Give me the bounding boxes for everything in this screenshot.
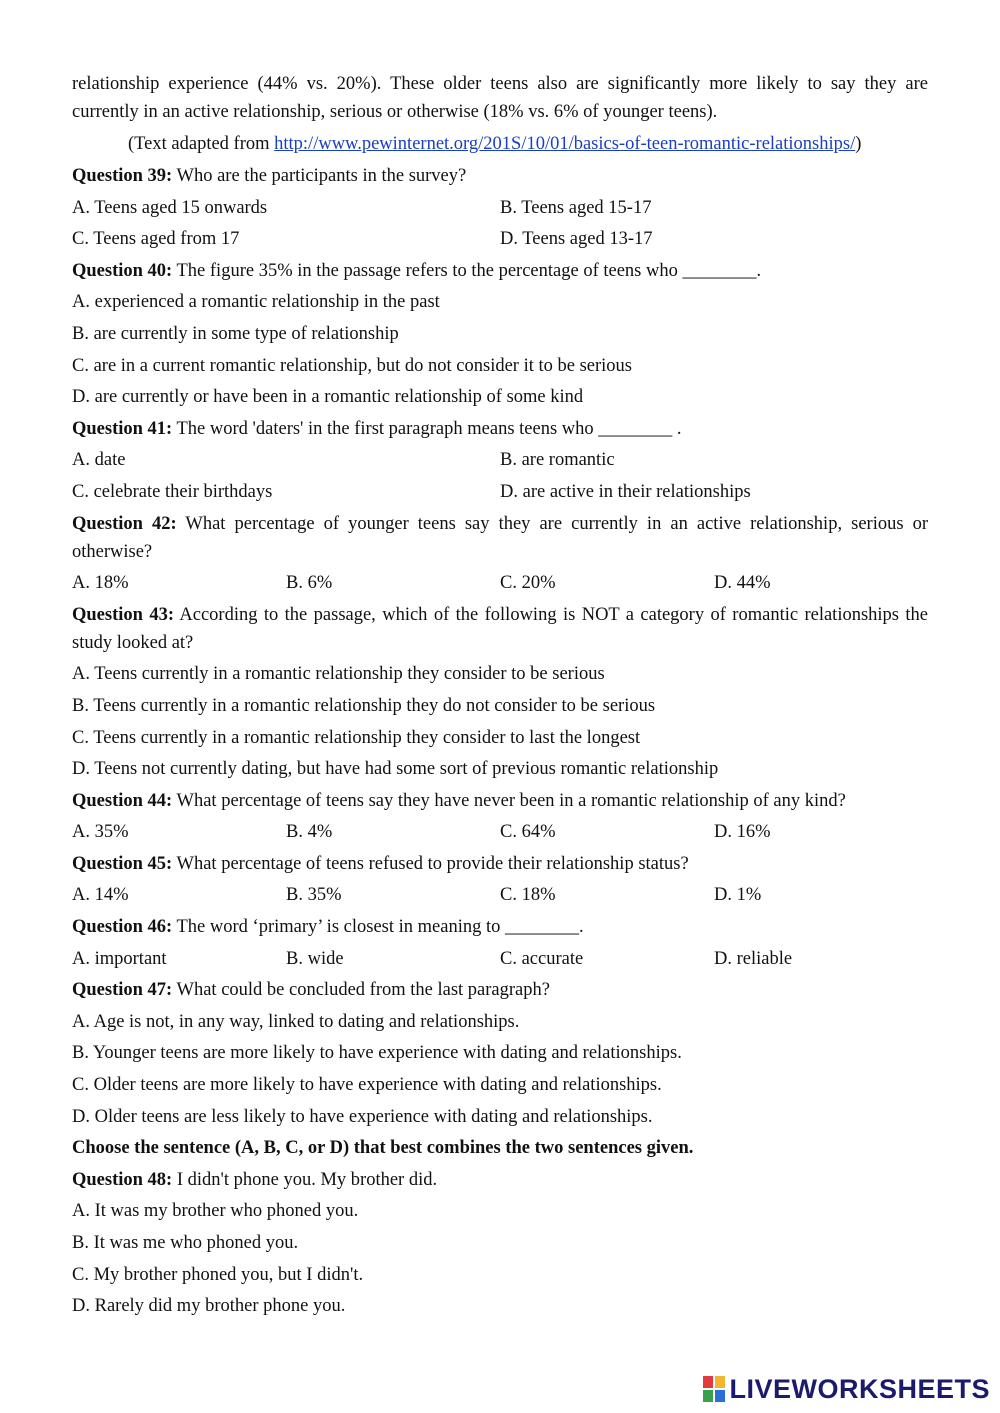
option-a[interactable]: A. 14% [72,885,129,906]
option-b[interactable]: B. 4% [286,822,333,843]
question-text: What percentage of teens refused to provide their relationship status? [172,853,689,874]
option-a[interactable]: A. 18% [72,573,129,594]
option-a[interactable]: A. Age is not, in any way, linked to dating and relationships. [72,1011,520,1032]
question-48 [72,1166,928,1194]
option-c[interactable]: C. Older teens are more likely to have experience with dating and relationships. [72,1075,662,1096]
options-39-row2 [72,225,928,253]
option-c[interactable]: C. My brother phoned you, but I didn't. [72,1264,364,1285]
question-text: Who are the participants in the survey? [172,166,467,186]
question-label: Question 48: [72,1169,173,1190]
option-d[interactable]: D. Rarely did my brother phone you. [72,1296,346,1317]
option-b[interactable]: B. Teens aged 15-17 [500,197,652,218]
question-text: The word 'daters' in the first paragraph means teens who ________ . [172,418,682,439]
source-suffix: ) [855,134,862,154]
option-a[interactable]: A. experienced a romantic relationship in the past [72,292,440,313]
question-label: Question 42: [72,513,177,534]
options-39 [72,194,928,222]
option-c[interactable]: C. Teens currently in a romantic relationship they consider to last the longest [72,727,641,748]
liveworksheets-logo [703,1371,990,1407]
question-label: Question 47: [72,980,173,1001]
question-label: Question 46: [72,917,173,938]
option-b[interactable]: B. It was me who phoned you. [72,1233,299,1253]
option-b[interactable]: B. 6% [286,573,333,594]
option-a[interactable]: A. date [72,450,126,471]
option-c[interactable]: C. 64% [500,822,556,843]
options-45 [72,881,928,909]
option-d[interactable]: D. 44% [714,573,771,594]
question-47 [72,976,928,1004]
source-link[interactable]: http://www.pewinternet.org/201S/10/01/basics-of-teen-romantic-relationships/ [274,134,856,154]
source-citation [72,130,928,158]
option-a[interactable]: A. Teens aged 15 onwards [72,197,268,218]
source-prefix: (Text adapted from [128,134,275,154]
question-39 [72,162,928,190]
option-a[interactable]: A. 35% [72,822,129,843]
question-label: Question 39: [72,166,173,186]
section-instruction: Choose the sentence (A, B, C, or D) that best combines the two sentences given. [72,1138,694,1159]
liveworksheets-wordmark: LIVEWORKSHEETS [729,1373,990,1404]
option-d[interactable]: D. Teens not currently dating, but have had some sort of previous romantic relationship [72,759,719,780]
option-c[interactable]: C. 20% [500,573,556,594]
question-42 [72,510,928,566]
question-text: The word ‘primary’ is closest in meaning to ________. [172,917,584,938]
question-43 [72,601,928,657]
option-a[interactable]: A. It was my brother who phoned you. [72,1201,359,1222]
question-text: I didn't phone you. My brother did. [172,1169,438,1190]
option-c[interactable]: C. 18% [500,885,556,906]
option-c[interactable]: C. are in a current romantic relationship, but do not consider it to be serious [72,355,632,376]
worksheet-page [72,70,928,1324]
option-a[interactable]: A. important [72,948,167,969]
question-46 [72,913,928,941]
option-b[interactable]: B. are romantic [500,450,615,471]
question-40 [72,257,928,285]
option-b[interactable]: B. 35% [286,885,342,906]
option-a[interactable]: A. Teens currently in a romantic relationship they consider to be serious [72,664,605,685]
question-text: What percentage of teens say they have never been in a romantic relationship of any kind? [172,790,846,811]
question-label: Question 43: [72,604,174,625]
option-d[interactable]: D. Teens aged 13-17 [500,229,653,250]
option-d[interactable]: D. Older teens are less likely to have experience with dating and relationships. [72,1106,653,1127]
option-d[interactable]: D. are currently or have been in a romantic relationship of some kind [72,387,584,408]
option-b[interactable]: B. are currently in some type of relationship [72,323,399,344]
question-label: Question 44: [72,790,173,811]
question-label: Question 45: [72,853,173,874]
options-42 [72,569,928,597]
question-text: According to the passage, which of the following is NOT a category of romantic relationships the study looked at? [72,604,928,653]
option-d[interactable]: D. 1% [714,885,762,906]
question-text: What could be concluded from the last paragraph? [172,980,550,1001]
question-label: Question 41: [72,418,173,439]
question-41 [72,415,928,443]
liveworksheets-mark-icon [703,1376,725,1402]
passage-paragraph: relationship experience (44% vs. 20%). These older teens also are significantly more likely to say they are currently in an active relationship, serious or otherwise (18% vs. 6% of younger teens). [72,74,928,122]
question-label: Question 40: [72,260,173,281]
option-c[interactable]: C. Teens aged from 17 [72,229,240,250]
option-d[interactable]: D. reliable [714,948,793,969]
option-b[interactable]: B. Teens currently in a romantic relationship they do not consider to be serious [72,695,656,716]
option-b[interactable]: B. Younger teens are more likely to have experience with dating and relationships. [72,1043,682,1064]
option-c[interactable]: C. accurate [500,948,584,969]
question-text: The figure 35% in the passage refers to the percentage of teens who ________. [172,260,762,281]
question-text: What percentage of younger teens say they are currently in an active relationship, serious or otherwise? [72,513,928,562]
options-44 [72,818,928,846]
options-41-row2 [72,478,928,506]
options-46 [72,945,928,973]
option-c[interactable]: C. celebrate their birthdays [72,481,273,502]
options-41 [72,446,928,474]
option-d[interactable]: D. 16% [714,822,771,843]
option-b[interactable]: B. wide [286,948,344,969]
question-44 [72,787,928,815]
question-45 [72,850,928,878]
option-d[interactable]: D. are active in their relationships [500,481,751,502]
